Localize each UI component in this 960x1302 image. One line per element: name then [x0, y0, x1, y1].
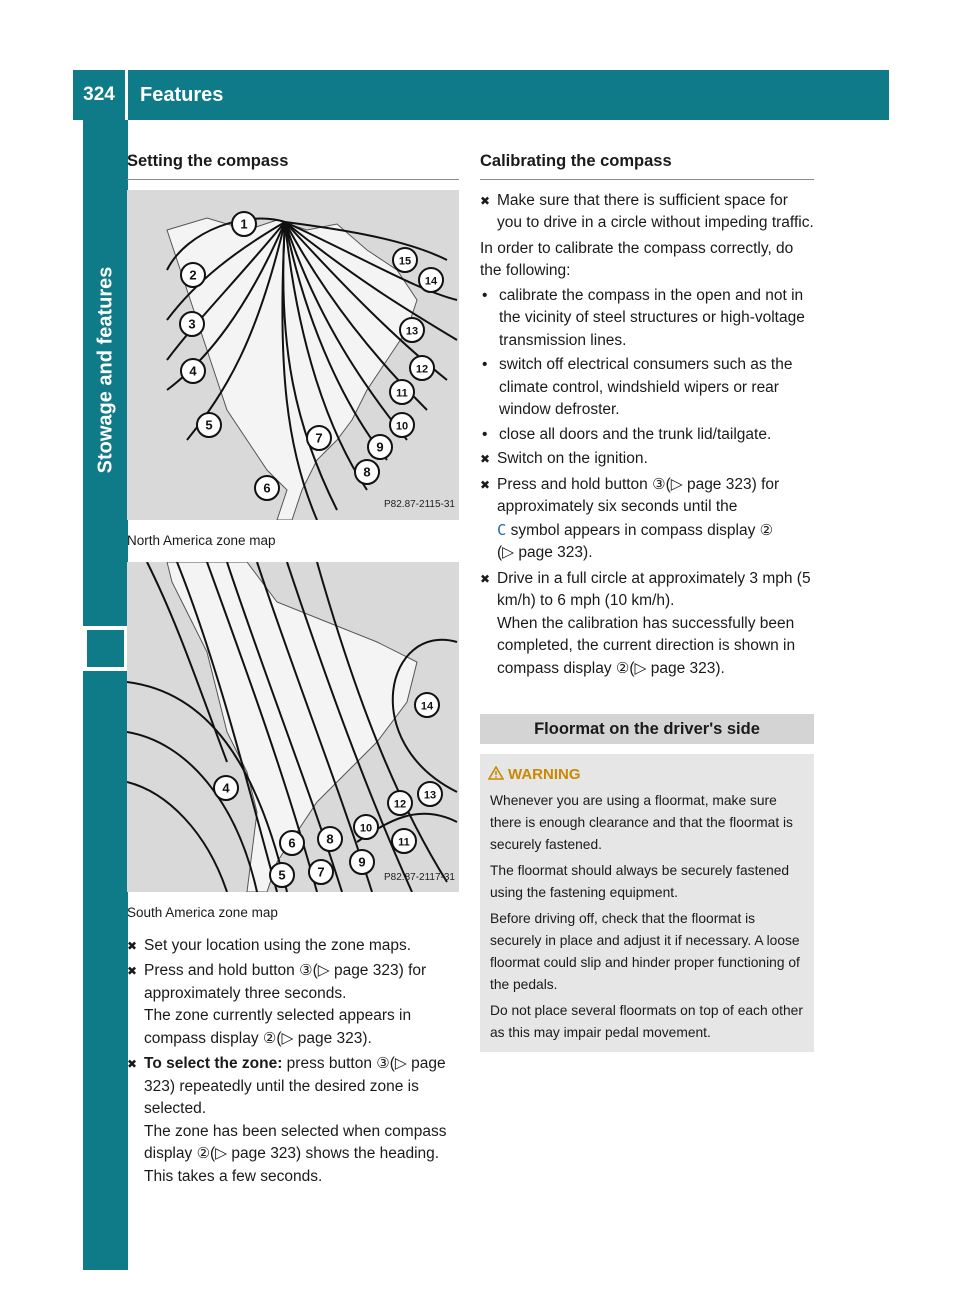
warning-paragraph: Whenever you are using a floormat, make sure there is enough clearance and that the floormat is securely fastened.: [490, 793, 793, 852]
step-text: (▷ page 323).: [497, 544, 593, 561]
zone-label-8: 8: [363, 464, 371, 479]
bullet-item: • switch off electrical consumers such as the climate control, windshield wipers or rear window defroster.: [482, 354, 814, 422]
side-tab-label: Stowage and features: [94, 266, 116, 474]
step-text: (▷ page 323).: [276, 1029, 372, 1047]
section-band-floormat: Floormat on the driver's side: [480, 714, 814, 744]
display-2-ref: ②: [759, 521, 774, 539]
step-text: When the calibration has successfully been completed, the current direction is shown in compass display: [497, 614, 796, 677]
zone-label-10: 10: [395, 420, 409, 432]
page-number: 324: [83, 84, 115, 105]
figure-reference: P82.87-2115-31: [384, 499, 455, 510]
zone-label-5: 5: [278, 867, 286, 883]
zone-label-13: 13: [423, 789, 437, 802]
instruction-step: [127, 960, 459, 1050]
figure-reference: P82.87-2117-31: [384, 871, 455, 883]
zone-label-6: 6: [288, 835, 296, 851]
figure-caption: North America zone map: [127, 532, 276, 548]
bullet-item: • calibrate the compass in the open and not in the vicinity of steel structures or high-voltage transmission lines.: [482, 285, 814, 353]
instruction-step: [480, 568, 814, 681]
north-america-zone-map: [127, 190, 459, 520]
step-text: Press and hold button: [497, 475, 653, 493]
zone-label-3: 3: [188, 316, 196, 331]
step-text: (▷ page 323) for approximately three seconds.: [144, 962, 427, 1002]
south-america-zone-map: [127, 562, 459, 892]
left-column: [127, 150, 459, 1191]
display-2-ref: ②: [615, 659, 630, 677]
zone-label-12: 12: [415, 363, 429, 375]
paragraph: In order to calibrate the compass correctly, do the following:: [480, 239, 794, 279]
warning-triangle-icon: [488, 766, 504, 780]
zone-label-15: 15: [398, 255, 412, 267]
step-text: Set your location using the zone maps.: [144, 936, 412, 954]
step-text: Make sure that there is sufficient space for you to drive in a circle without impeding traffic.: [497, 191, 814, 231]
warning-paragraph: Before driving off, check that the floormat is securely in place and adjust it if necessary. A loose floormat could slip and hinder proper functioning of the pedals.: [490, 911, 800, 992]
zone-label-9: 9: [376, 439, 384, 454]
warning-heading: [488, 764, 804, 786]
display-2-ref: ②: [196, 1145, 211, 1162]
step-text: Press and hold button: [144, 962, 300, 979]
right-column: [480, 150, 814, 1052]
calibration-symbol: C: [497, 520, 507, 539]
button-3-ref: ③: [376, 1055, 390, 1072]
instruction-step: [480, 474, 814, 565]
step-text: Switch on the ignition.: [497, 450, 648, 467]
zone-label-14: 14: [420, 700, 434, 713]
step-text: (▷ page 323) repeatedly until the desired zone is selected.: [144, 1055, 446, 1117]
zone-label-14: 14: [424, 275, 438, 287]
zone-label-1: 1: [240, 216, 248, 231]
zone-label-4: 4: [222, 780, 230, 796]
warning-paragraph: Do not place several floormats on top of each other as this may impair pedal movement.: [490, 1003, 803, 1040]
side-tab-marker-inner: [87, 630, 124, 667]
instruction-step: [480, 448, 814, 471]
zone-label-9: 9: [358, 854, 366, 870]
step-text: The zone has been selected when compass display: [144, 1122, 447, 1162]
side-tab-label-box: [83, 140, 128, 600]
header-separator: [125, 70, 128, 120]
bullet-item: • close all doors and the trunk lid/tailgate.: [482, 424, 814, 447]
zone-label-11: 11: [398, 836, 410, 849]
north-america-map-svg: [127, 190, 459, 520]
section-title-setting-compass: Setting the compass: [127, 150, 459, 180]
south-america-map-svg: [127, 562, 459, 892]
warning-box: [480, 754, 814, 1052]
zone-label-11: 11: [396, 387, 408, 399]
button-3-ref: ③: [652, 475, 666, 493]
section-title-calibrating-compass: Calibrating the compass: [480, 150, 814, 180]
zone-label-10: 10: [359, 822, 373, 835]
warning-paragraph: The floormat should always be securely fastened using the fastening equipment.: [490, 863, 790, 900]
zone-label-7: 7: [315, 430, 323, 445]
step-text: symbol appears in compass display: [506, 521, 760, 539]
instruction-step: [127, 1053, 459, 1188]
side-tab-marker: [83, 626, 128, 671]
step-heading: To select the zone:: [144, 1055, 283, 1072]
step-text: (▷ page 323) shows the heading.: [210, 1145, 440, 1162]
step-text: This takes a few seconds.: [144, 1167, 323, 1185]
step-text: press button: [282, 1055, 377, 1072]
zone-label-2: 2: [189, 267, 197, 282]
warning-label: WARNING: [508, 766, 581, 783]
zone-label-7: 7: [317, 864, 325, 880]
instruction-step: [480, 190, 814, 235]
button-3-ref: ③: [299, 962, 313, 979]
zone-label-13: 13: [405, 325, 419, 337]
zone-label-6: 6: [263, 480, 271, 495]
step-text: The zone currently selected appears in compass display: [144, 1007, 412, 1047]
step-text: (▷ page 323) for approximately six seconds until the: [497, 475, 780, 515]
display-2-ref: ②: [262, 1029, 277, 1047]
zone-label-12: 12: [393, 798, 407, 811]
zone-label-5: 5: [205, 417, 213, 432]
zone-label-8: 8: [326, 831, 334, 847]
zone-label-4: 4: [189, 363, 197, 378]
step-text: Drive in a full circle at approximately 3 mph (5 km/h) to 6 mph (10 km/h).: [497, 569, 811, 609]
page-title: Features: [140, 84, 224, 106]
step-text: (▷ page 323).: [629, 659, 725, 677]
figure-caption: South America zone map: [127, 905, 278, 920]
instruction-step: [127, 935, 459, 958]
